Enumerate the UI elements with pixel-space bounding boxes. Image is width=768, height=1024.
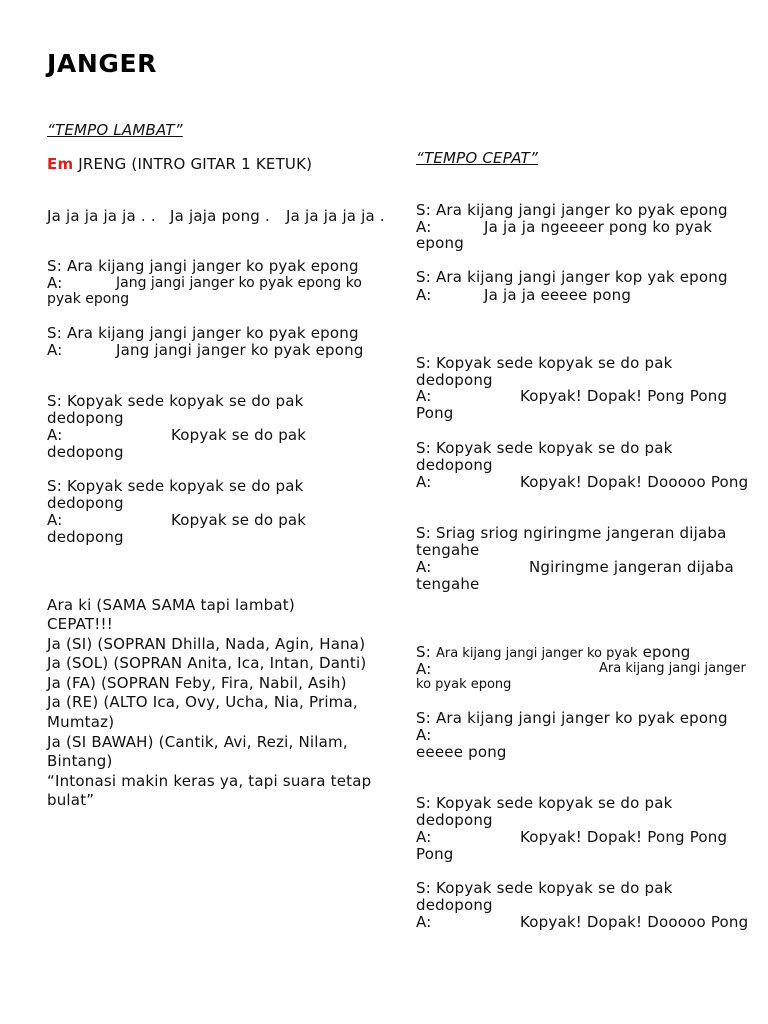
- solo-line: dedopong: [416, 811, 493, 829]
- all-line: ko pyak epong: [416, 677, 512, 692]
- all-line: Ja ja ja eeeee pong: [484, 286, 632, 304]
- solo-text-small: Ara kijang jangi janger ko pyak: [435, 646, 638, 661]
- all-label: A:: [416, 913, 432, 931]
- solo-text: epong: [642, 643, 691, 661]
- note-line: Ja (RE) (ALTO Ica, Ovy, Ucha, Nia, Prima,: [47, 693, 358, 711]
- all-label: A:: [416, 473, 432, 491]
- solo-line: S: Kopyak sede kopyak se do pak: [416, 439, 673, 457]
- all-line: Ngiringme jangeran dijaba: [529, 558, 734, 576]
- solo-line: S: Kopyak sede kopyak se do pak: [47, 477, 304, 495]
- all-label: A:: [47, 274, 63, 292]
- note-line: CEPAT!!!: [47, 615, 113, 633]
- solo-line: S: Ara kijang jangi janger ko pyak epong: [416, 201, 728, 219]
- chant-segment: Ja ja ja ja ja .: [286, 207, 385, 225]
- all-line: Kopyak! Dopak! Dooooo Pong: [520, 913, 749, 931]
- solo-line: S: Ara kijang jangi janger ko pyak epong: [416, 709, 728, 727]
- all-label: A:: [416, 726, 432, 744]
- all-line: Kopyak! Dopak! Pong Pong: [520, 387, 728, 405]
- all-line: dedopong: [47, 443, 124, 461]
- solo-line: S: Kopyak sede kopyak se do pak: [47, 392, 304, 410]
- note-line: Bintang): [47, 752, 113, 770]
- document-title: JANGER: [47, 49, 158, 78]
- all-label: A:: [47, 511, 63, 529]
- all-line: Ja ja ja ngeeeer pong ko pyak: [484, 218, 713, 236]
- solo-line: S: Ara kijang jangi janger ko pyak epong: [47, 324, 359, 342]
- note-line: Ja (SI) (SOPRAN Dhilla, Nada, Agin, Hana): [47, 635, 366, 653]
- solo-line: S: Ara kijang jangi janger kop yak epong: [416, 268, 728, 286]
- intro-text: JRENG (INTRO GITAR 1 KETUK): [78, 155, 313, 173]
- all-label: A:: [47, 426, 63, 444]
- solo-line: S: Kopyak sede kopyak se do pak: [416, 794, 673, 812]
- note-line: “Intonasi makin keras ya, tapi suara tetap: [47, 772, 372, 790]
- all-line: Kopyak se do pak: [171, 426, 307, 444]
- solo-line: dedopong: [416, 896, 493, 914]
- intro-line: [47, 155, 312, 173]
- solo-line: dedopong: [47, 409, 124, 427]
- note-line: bulat”: [47, 791, 95, 809]
- all-line: Kopyak se do pak: [171, 511, 307, 529]
- all-label: A:: [416, 828, 432, 846]
- all-line: Kopyak! Dopak! Pong Pong: [520, 828, 728, 846]
- note-line: Ja (SI BAWAH) (Cantik, Avi, Rezi, Nilam,: [47, 733, 348, 751]
- all-line: pyak epong: [47, 291, 130, 307]
- tempo-lambat-label: “TEMPO LAMBAT”: [47, 121, 183, 139]
- all-line: Pong: [416, 404, 454, 422]
- chord-label: Em: [47, 155, 74, 173]
- all-line: dedopong: [47, 528, 124, 546]
- all-label: A:: [47, 341, 63, 359]
- solo-line: tengahe: [416, 541, 480, 559]
- all-line: epong: [416, 234, 464, 252]
- solo-line: S: Kopyak sede kopyak se do pak: [416, 354, 673, 372]
- solo-line: S: Kopyak sede kopyak se do pak: [416, 879, 673, 897]
- all-line: Jang jangi janger ko pyak epong: [116, 341, 364, 359]
- all-line: Kopyak! Dopak! Dooooo Pong: [520, 473, 749, 491]
- all-line: eeeee pong: [416, 743, 507, 761]
- chant-segment: Ja jaja pong .: [170, 207, 270, 225]
- all-label: A:: [416, 387, 432, 405]
- all-line: tengahe: [416, 575, 480, 593]
- note-line: Ja (FA) (SOPRAN Feby, Fira, Nabil, Asih): [47, 674, 347, 692]
- note-line: Ara ki (SAMA SAMA tapi lambat): [47, 596, 295, 614]
- solo-line: dedopong: [416, 371, 493, 389]
- tempo-cepat-label: “TEMPO CEPAT”: [416, 149, 538, 167]
- solo-line: S: Sriag sriog ngiringme jangeran dijaba: [416, 524, 727, 542]
- all-label: A:: [416, 660, 432, 678]
- all-line: Ara kijang jangi janger: [599, 661, 746, 676]
- solo-line: dedopong: [47, 494, 124, 512]
- all-label: A:: [416, 286, 432, 304]
- all-line: Pong: [416, 845, 454, 863]
- all-label: A:: [416, 558, 432, 576]
- chant-segment: Ja ja ja ja ja . .: [47, 207, 156, 225]
- all-label: A:: [416, 218, 432, 236]
- note-line: Mumtaz): [47, 713, 115, 731]
- solo-line: S: Ara kijang jangi janger ko pyak epong: [47, 257, 359, 275]
- all-line: Jang jangi janger ko pyak epong ko: [116, 275, 362, 291]
- note-line: Ja (SOL) (SOPRAN Anita, Ica, Intan, Danti): [47, 654, 367, 672]
- solo-line: dedopong: [416, 456, 493, 474]
- solo-marker: S:: [416, 643, 431, 661]
